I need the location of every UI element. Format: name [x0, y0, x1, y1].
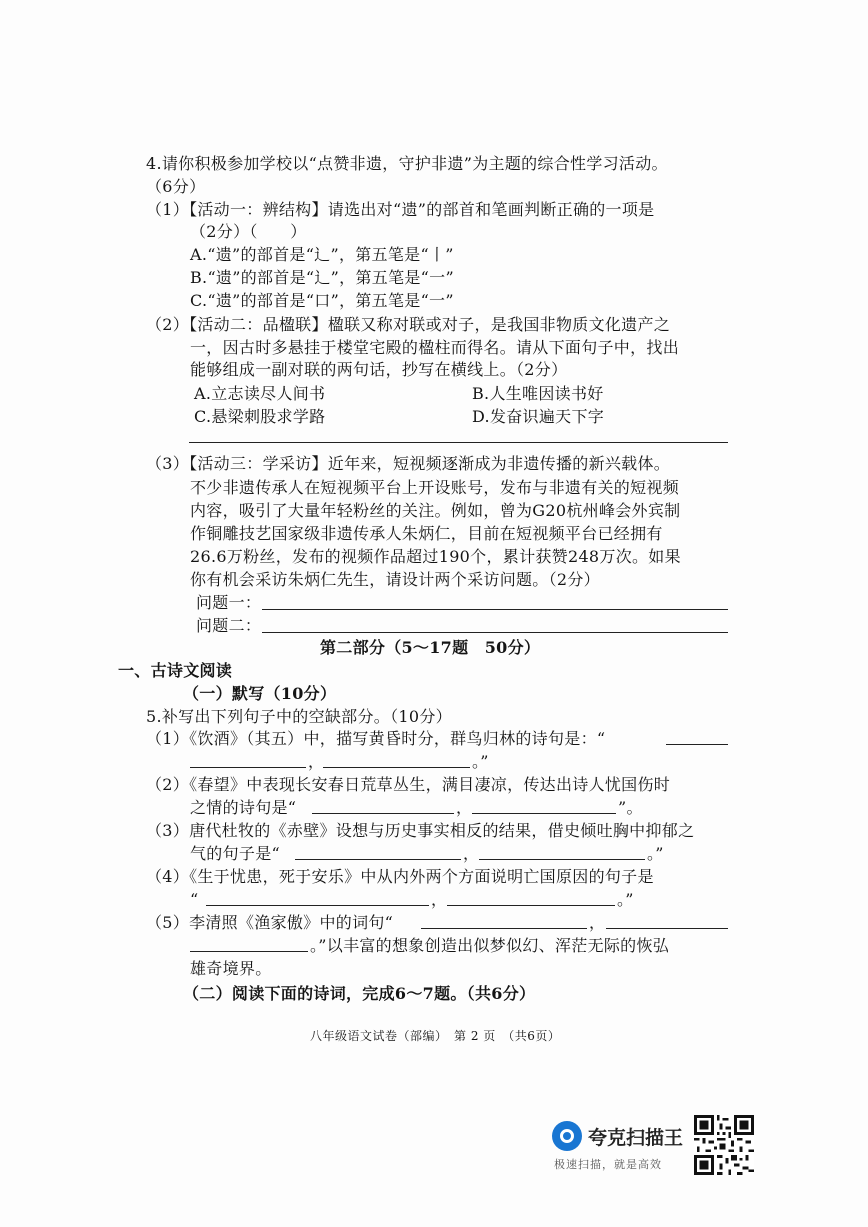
q4-3-stem-2: 不少非遗传承人在短视频平台上开设账号，发布与非遗有关的短视频	[190, 478, 680, 497]
qr-code-icon	[694, 1115, 754, 1175]
part-two-heading: 第二部分（5～17题 50分）	[320, 638, 541, 657]
section-ancient-poetry: 一、古诗文阅读	[118, 661, 233, 680]
q5-3-end: 。”	[647, 844, 664, 863]
q5-1-blank-b	[323, 767, 470, 768]
question-two-label: 问题二：	[196, 616, 262, 635]
q5-stem: 5.补写出下列句子中的空缺部分。（10分）	[146, 707, 452, 726]
q5-1-stem: （1）《饮酒》（其五）中，描写黄昏时分，群鸟归林的诗句是：“	[146, 729, 606, 748]
q4-3-stem-4: 作铜雕技艺国家级非遗传承人朱炳仁，目前在短视频平台已经拥有	[190, 524, 663, 543]
q5-4-blank-b	[447, 905, 615, 906]
q5-2-blank-a	[312, 813, 454, 814]
scanner-watermark	[552, 1115, 757, 1175]
q4-2-stem-3: 能够组成一副对联的两句话，抄写在横线上。（2分）	[190, 360, 568, 379]
q5-2-stem: （2）《春望》中表现长安春日荒草丛生，满目凄凉，传达出诗人忧国伤时	[146, 775, 671, 794]
q4-1-stem: （1）【活动一：辨结构】请选出对“遗”的部首和笔画判断正确的一项是	[146, 200, 655, 219]
watermark-app-name: 夸克扫描王	[588, 1127, 684, 1149]
q4-2-option-c: C.悬梁刺股求学路	[194, 407, 326, 426]
q4-2-answer-line	[189, 442, 728, 443]
q5-4-comma: ，	[431, 890, 448, 909]
q4-3-stem-6: 你有机会采访朱炳仁先生，请设计两个采访问题。（2分）	[190, 570, 600, 589]
q5-2-end: ”。	[618, 798, 643, 817]
watermark-slogan: 极速扫描，就是高效	[554, 1158, 662, 1171]
q5-5-blank-b	[190, 951, 308, 952]
q4-2-option-b: B.人生唯因读书好	[472, 384, 604, 403]
q4-1-option-b: B.“遗”的部首是“辶”，第五笔是“一”	[190, 268, 454, 287]
q5-4-stem: （4）《生于忧患，死于安乐》中从内外两个方面说明亡国原因的句子是	[146, 867, 654, 886]
q5-4-end: 。”	[617, 890, 634, 909]
q5-5-continuation: 。”以丰富的想象创造出似梦似幻、浑茫无际的恢弘	[310, 936, 670, 955]
q5-3-stem: （3）唐代杜牧的《赤壁》设想与历史事实相反的结果，借史倾吐胸中抑郁之	[146, 821, 695, 840]
q5-3-blank-b	[479, 859, 645, 860]
q4-2-option-d: D.发奋识遍天下字	[472, 407, 605, 426]
q5-1-end: 。”	[472, 752, 489, 771]
q4-3-stem-5: 26.6万粉丝，发布的视频作品超过190个，累计获赞248万次。如果	[190, 547, 681, 566]
subsection-poem-reading: （二）阅读下面的诗词，完成6～7题。（共6分）	[183, 984, 536, 1003]
question-one-label: 问题一：	[196, 593, 262, 612]
q5-2-blank-b	[472, 813, 616, 814]
q4-1-option-a: A.“遗”的部首是“辶”，第五笔是“丨”	[190, 245, 454, 264]
q5-2-comma: ，	[456, 798, 473, 817]
q5-1-blank-a-start	[666, 744, 728, 745]
q4-2-stem-2: 一，因古时多悬挂于楼堂宅殿的楹柱而得名。请从下面句子中，找出	[190, 338, 680, 357]
q5-4-blank-a	[206, 905, 429, 906]
subsection-dictation: （一）默写（10分）	[183, 684, 337, 703]
q4-2-stem: （2）【活动二：品楹联】楹联又称对联或对子，是我国非物质文化遗产之	[146, 315, 671, 334]
page-footer: 八年级语文试卷（部编） 第 2 页 （共6页）	[310, 1029, 561, 1043]
q5-5-stem: （5）李清照《渔家傲》中的词句“	[146, 913, 394, 932]
q5-1-comma: ，	[308, 752, 325, 771]
q5-3-stem-2: 气的句子是“	[190, 844, 280, 863]
q5-5-blank-a	[421, 928, 587, 929]
q5-5-comma: ，	[589, 913, 606, 932]
question-one-line	[262, 609, 728, 610]
q4-2-option-a: A.立志读尽人间书	[194, 384, 326, 403]
q5-4-open: “	[190, 890, 199, 909]
q5-2-stem-2: 之情的诗句是“	[190, 798, 297, 817]
q5-3-blank-a	[295, 859, 461, 860]
q5-3-comma: ，	[463, 844, 480, 863]
question-two-line	[262, 632, 728, 633]
q5-5-continuation-2: 雄奇境界。	[190, 959, 272, 978]
q4-score: （6分）	[146, 177, 206, 196]
q4-stem: 4.请你积极参加学校以“点赞非遗，守护非遗”为主题的综合性学习活动。	[146, 154, 668, 173]
q4-1-option-c: C.“遗”的部首是“口”，第五笔是“一”	[190, 291, 454, 310]
q4-3-stem: （3）【活动三：学采访】近年来，短视频逐渐成为非遗传播的新兴载体。	[146, 454, 671, 473]
q5-5-blank-b-start	[606, 928, 728, 929]
q4-3-stem-3: 内容，吸引了大量年轻粉丝的关注。例如，曾为G20杭州峰会外宾制	[190, 501, 681, 520]
q4-1-score: （2分）（ ）	[190, 222, 307, 241]
q5-1-blank-a	[190, 767, 306, 768]
quark-logo-icon	[552, 1121, 582, 1151]
